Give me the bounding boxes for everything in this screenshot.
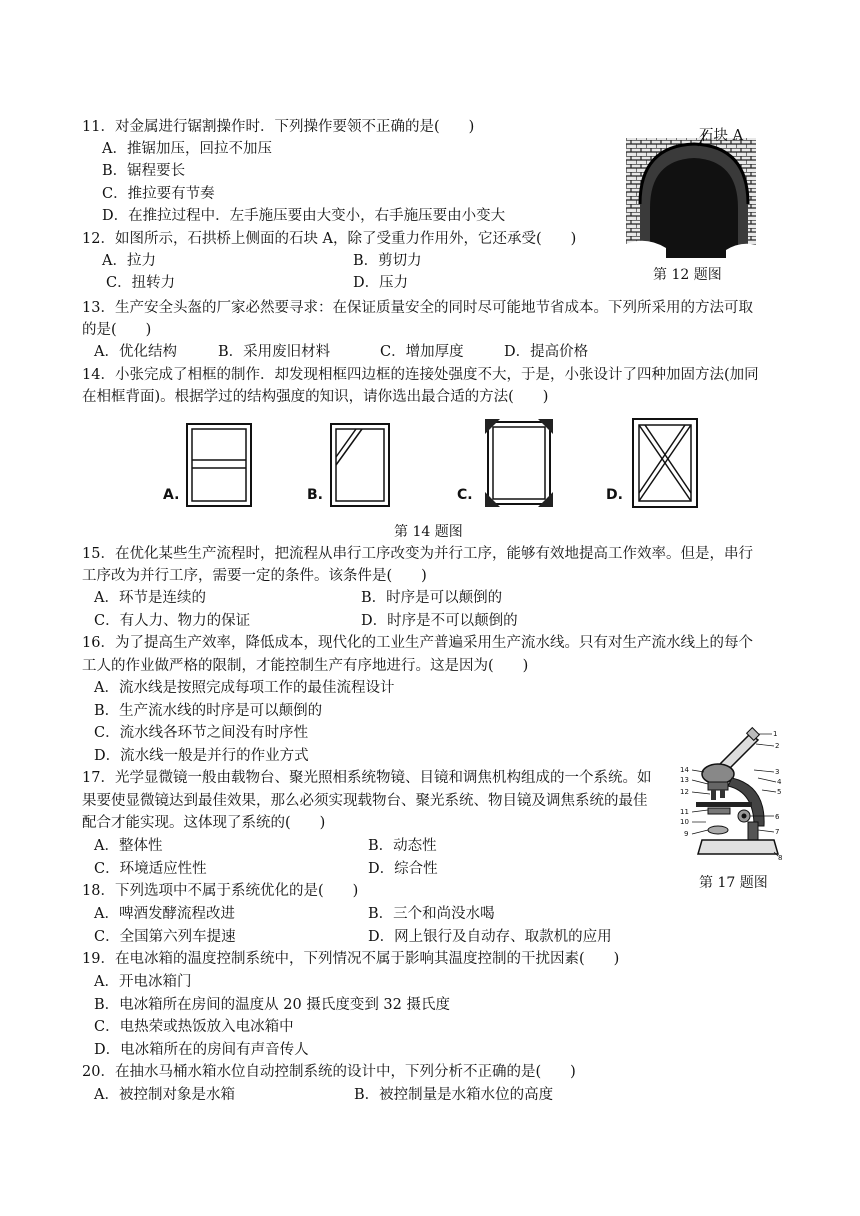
q16-option-d: D．流水线一般是并行的作业方式 [94,748,309,764]
frame-b-label: B. [307,487,323,503]
q11-option-a: A．推锯加压，回拉不加压 [102,141,272,157]
part-number-6: 6 [775,813,780,821]
q16-option-c: C．流水线各环节之间没有时序性 [94,725,309,741]
part-number-1: 1 [773,730,778,738]
q17-stem-line1: 17．光学显微镜一般由载物台、聚光照相系统物镜、目镜和调焦机构组成的一个系统。如 [82,770,652,786]
q20-stem: 20．在抽水马桶水箱水位自动控制系统的设计中，下列分析不正确的是( ) [82,1064,576,1080]
q18-option-d: D．网上银行及自动存、取款机的应用 [368,929,612,945]
q16-stem-line2: 工人的作业做严格的限制，才能控制生产有序地进行。这是因为( ) [82,658,529,674]
q13-stem-line1: 13．生产安全头盔的厂家必然要寻求：在保证质量安全的同时尽可能地节省成本。下列所采用的方法可取 [82,300,753,316]
q17-figure-caption: 第 17 题图 [699,875,768,891]
q11-option-d: D．在推拉过程中．左手施压要由大变小，右手施压要由小变大 [102,208,506,224]
part-number-12: 12 [680,788,689,796]
stone-a-label: 石块 A [699,128,744,144]
part-number-10: 10 [680,818,689,826]
q18-option-c: C．全国第六列车提速 [94,929,236,945]
frame-d-label: D. [606,487,623,503]
q14-stem-line1: 14．小张完成了相框的制作．却发现相框四边框的连接处强度不大，于是，小张设计了四种加固方法(加同 [82,367,759,383]
q12-option-b: B．剪切力 [353,253,422,269]
q17-option-a: A．整体性 [94,838,163,854]
part-number-14: 14 [680,766,689,774]
q12-stem: 12．如图所示，石拱桥上侧面的石块 A，除了受重力作用外，它还承受( ) [82,231,577,247]
q17-option-d: D．综合性 [368,861,438,877]
q15-option-c: C．有人力、物力的保证 [94,613,251,629]
q16-stem-line1: 16．为了提高生产效率，降低成本，现代化的工业生产普遍采用生产流水线。只有对生产流水线上的每个 [82,635,753,651]
q17-option-b: B．动态性 [368,838,437,854]
q17-option-c: C．环境适应性性 [94,861,207,877]
q20-option-a: A．被控制对象是水箱 [94,1087,235,1103]
q13-stem-line2: 的是( ) [82,322,152,338]
q13-option-d: D．提高价格 [504,344,589,360]
part-number-9: 9 [684,830,689,838]
q16-option-a: A．流水线是按照完成每项工作的最佳流程设计 [94,680,395,696]
q11-option-b: B．锯程要长 [102,163,186,179]
frame-c-figure [484,418,554,508]
part-number-4: 4 [777,778,782,786]
q12-option-a: A．拉力 [102,253,156,269]
q19-option-b: B．电冰箱所在房间的温度从 20 摄氏度变到 32 摄氏度 [94,997,450,1013]
q12-option-c: C．扭转力 [106,275,176,291]
q16-option-b: B．生产流水线的时序是可以颠倒的 [94,703,323,719]
q19-option-c: C．电热荣或热饭放入电冰箱中 [94,1019,294,1035]
q11-option-c: C．推拉要有节奏 [102,186,215,202]
q20-option-b: B．被控制量是水箱水位的高度 [354,1087,554,1103]
q15-option-b: B．时序是可以颠倒的 [361,590,503,606]
part-number-7: 7 [775,828,780,836]
q15-option-a: A．环节是连续的 [94,590,206,606]
frame-a-figure [186,423,252,507]
q18-option-a: A．啤酒发酵流程改进 [94,906,235,922]
q12-option-d: D．压力 [353,275,409,291]
q19-option-a: A．开电冰箱门 [94,974,192,990]
frame-a-label: A. [163,487,180,503]
q17-stem-line3: 配合才能实现。这体现了系统的( ) [82,815,326,831]
part-number-13: 13 [680,776,689,784]
frame-b-figure [330,423,390,507]
q18-stem: 18．下列选项中不属于系统优化的是( ) [82,883,359,899]
part-number-3: 3 [775,768,780,776]
q11-stem: 11．对金属进行锯割操作时．下列操作要领不正确的是( ) [82,119,475,135]
q12-figure-caption: 第 12 题图 [653,267,722,283]
part-number-11: 11 [680,808,689,816]
q17-stem-line2: 果要使显微镜达到最佳效果，那么必须实现载物台、聚光系统、物目镜及调焦系统的最佳 [82,793,648,809]
q15-stem-line1: 15．在优化某些生产流程时，把流程从串行工序改变为并行工序，能够有效地提高工作效率。但是，串行 [82,546,753,562]
frame-c-label: C. [457,487,473,503]
q15-option-d: D．时序是不可以颠倒的 [361,613,518,629]
part-number-2: 2 [775,742,780,750]
frame-d-figure [632,418,698,508]
q14-stem-line2: 在相框背面)。根据学过的结构强度的知识，请你选出最合适的方法( ) [82,389,549,405]
q13-option-c: C．增加厚度 [380,344,464,360]
microscope-figure [678,726,790,862]
q18-option-b: B．三个和尚没水喝 [368,906,495,922]
q15-stem-line2: 工序改为并行工序，需要一定的条件。该条件是( ) [82,568,427,584]
q19-option-d: D．电冰箱所在的房间有声音传人 [94,1042,309,1058]
part-number-8: 8 [778,854,783,862]
q13-option-b: B．采用废旧材料 [218,344,331,360]
q19-stem: 19．在电冰箱的温度控制系统中，下列情况不属于影响其温度控制的干扰因素( ) [82,951,620,967]
part-number-5: 5 [777,788,782,796]
q14-figure-caption: 第 14 题图 [394,524,463,540]
q13-option-a: A．优化结构 [94,344,177,360]
